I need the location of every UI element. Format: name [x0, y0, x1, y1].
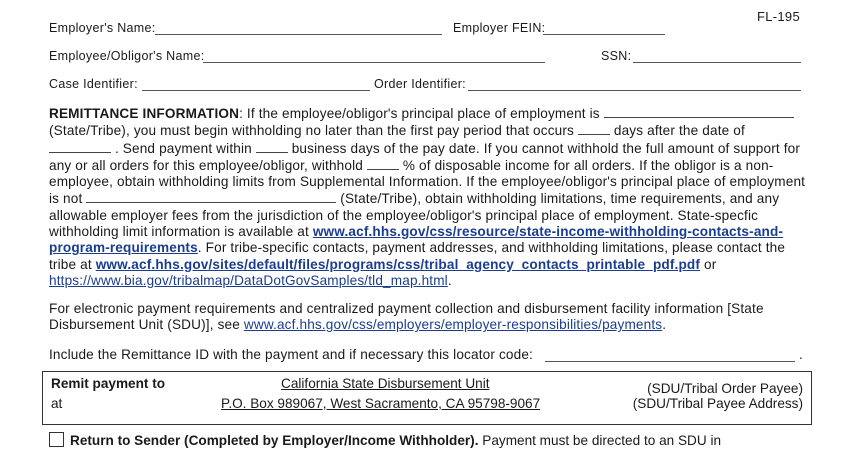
remittance-text-6: business days of the pay date. If you cannot withhold the full amount of support for any or all orders for this employee/obligor, withhold [49, 140, 801, 173]
days-blank[interactable] [578, 122, 610, 135]
date-blank[interactable] [49, 140, 111, 153]
form-number: FL-195 [757, 9, 800, 24]
remittance-paragraph [49, 105, 809, 289]
remit-payment-box [42, 371, 812, 425]
remittance-text-2: (State/Tribe), you must begin withholding no later than the first pay period that occurs [49, 123, 574, 139]
sdu-address: P.O. Box 989067, West Sacramento, CA 95798-9067 [221, 396, 541, 411]
remittance-text-11: . [447, 272, 452, 288]
sdu-payee-label: (SDU/Tribal Order Payee) [647, 381, 803, 396]
remittance-text-9: . For tribe-specific contacts, payment addresses, and withholding limitations, please contact the tribe at [49, 240, 786, 272]
order-id-field[interactable] [468, 75, 801, 91]
electronic-payment-link[interactable]: www.acf.hhs.gov/css/employers/employer-responsibilities/payments [243, 317, 663, 333]
case-id-label: Case Identifier: [49, 77, 138, 91]
remittance-text-1: : If the employee/obligor's principal place of employment is [239, 106, 600, 121]
case-id-field[interactable] [142, 75, 370, 91]
sdu-payee-address-label: (SDU/Tribal Payee Address) [632, 396, 803, 411]
business-days-blank[interactable] [256, 140, 288, 153]
employer-name-field[interactable] [155, 19, 442, 35]
employer-name-label: Employer's Name: [49, 21, 156, 35]
electronic-payment-end: . [662, 317, 667, 333]
order-id-label: Order Identifier: [374, 77, 466, 91]
remit-at-label: at [51, 396, 63, 411]
locator-code-label: Include the Remittance ID with the payment and if necessary this locator code: [49, 347, 533, 362]
return-to-sender-text: Payment must be directed to an SDU in [482, 433, 722, 448]
employee-name-field[interactable] [203, 47, 545, 63]
locator-code-field[interactable] [545, 346, 795, 362]
return-to-sender-row [49, 432, 721, 448]
remittance-text-8: (State/Tribe), obtain withholding limitations, time requirements, and any allowable employer fees from the jurisdiction of the employee/obligor's principal place of employment. State-specfic withholding limit information is available at [49, 191, 780, 240]
not-state-tribe-blank[interactable] [86, 190, 336, 203]
tribal-map-link[interactable]: https://www.bia.gov/tribalmap/DataDotGovSamples/tld_map.html [49, 272, 448, 288]
electronic-payment-text: For electronic payment requirements and centralized payment collection and disbursement facility information [State Disbursement Unit (SDU)], see [49, 301, 764, 333]
remit-payment-label: Remit payment to [51, 376, 166, 391]
state-tribe-blank[interactable] [604, 105, 794, 118]
return-to-sender-checkbox[interactable] [49, 432, 64, 447]
employer-fein-label: Employer FEIN: [453, 21, 546, 35]
ssn-label: SSN: [601, 49, 632, 63]
sdu-name: California State Disbursement Unit [281, 376, 490, 391]
locator-code-period: . [799, 347, 803, 362]
state-limits-link[interactable]: www.acf.hhs.gov/css/resource/state-income-withholding-contacts-and-program-requirements [49, 224, 784, 256]
remittance-text-10: or [703, 256, 717, 272]
percent-blank[interactable] [367, 157, 399, 170]
electronic-payment-paragraph [49, 301, 809, 334]
ssn-field[interactable] [633, 47, 801, 63]
employee-name-label: Employee/Obligor's Name: [49, 49, 205, 63]
remittance-heading: REMITTANCE INFORMATION [49, 106, 240, 121]
remittance-text-4: of [733, 123, 745, 139]
remittance-text-7: % of disposable income for all orders. If the obligor is a non-employee, obtain withholding limits from Supplemental Information. If the employee/obligor's principal place of employment is not [49, 157, 806, 207]
remittance-text-3: days after the date [613, 123, 730, 139]
tribal-contacts-link[interactable]: www.acf.hhs.gov/sites/default/files/programs/css/tribal_agency_contacts_printable_pdf.pdf [95, 256, 701, 272]
remittance-text-5: . Send payment within [114, 140, 252, 156]
employer-fein-field[interactable] [543, 19, 665, 35]
return-to-sender-label: Return to Sender (Completed by Employer/Income Withholder). [70, 433, 479, 448]
